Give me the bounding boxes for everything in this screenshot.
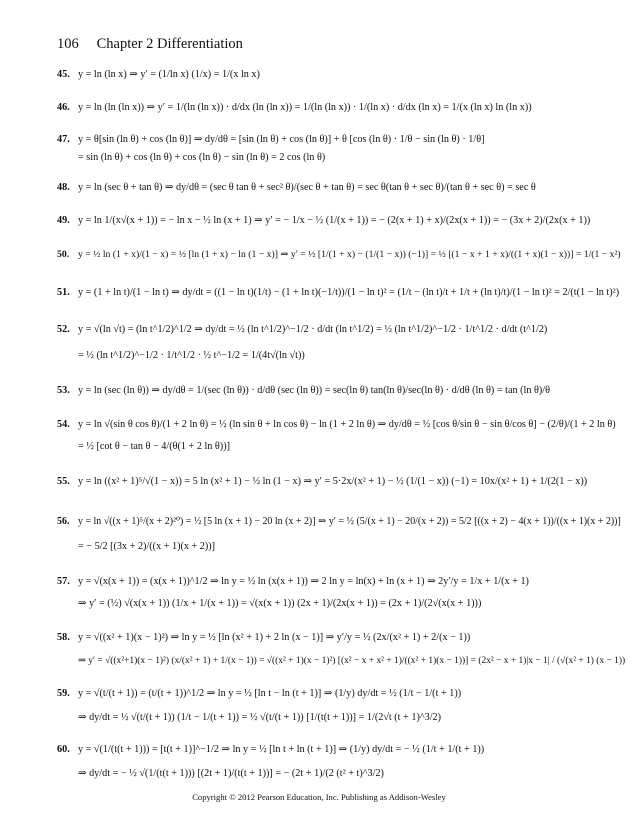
problem-number: 50. (57, 249, 70, 260)
problem-54 (57, 418, 630, 431)
problem-60 (57, 743, 630, 756)
problem-57-continuation: ⇒ y′ = (½) √(x(x + 1)) (1/x + 1/(x + 1)) = √(x(x + 1)) (2x + 1)/(2x(x + 1)) = (2x + 1)/(2√(x(x + 1))) (78, 598, 482, 609)
problem-number: 57. (57, 576, 70, 587)
problem-49 (57, 214, 630, 227)
problem-48 (57, 181, 630, 194)
problem-line: y = ln √(sin θ cos θ)/(1 + 2 ln θ) = ½ (ln sin θ + ln cos θ) − ln (1 + 2 ln θ) ⇒ dy/dθ = ½ [cos θ/sin θ − sin θ/cos θ] − (2/θ)/(1 + 2 ln θ) (78, 419, 616, 430)
problem-number: 47. (57, 134, 70, 145)
problem-56-continuation: = − 5/2 [(3x + 2)/((x + 1)(x + 2))] (78, 541, 216, 552)
problem-number: 54. (57, 419, 70, 430)
problem-47 (57, 133, 630, 146)
problem-number: 52. (57, 324, 70, 335)
problem-number: 48. (57, 182, 70, 193)
problem-line: y = √(1/(t(t + 1))) = [t(t + 1)]^−1/2 ⇒ ln y = ½ [ln t + ln (t + 1)] ⇒ (1/y) dy/dt = − ½ (1/t + 1/(t + 1)) (78, 744, 485, 755)
problem-line: y = ln (sec θ + tan θ) ⇒ dy/dθ = (sec θ tan θ + sec² θ)/(sec θ + tan θ) = sec θ(tan θ + sec θ)/(tan θ + sec θ) = sec θ (78, 182, 536, 193)
problem-line: y = ln (ln (ln x)) ⇒ y′ = 1/(ln (ln x)) · d/dx (ln (ln x)) = 1/(ln (ln x)) · 1/(ln x) · d/dx (ln x) = 1/(x (ln x) ln (ln x)) (78, 102, 532, 113)
problem-number: 53. (57, 385, 70, 396)
problem-51 (57, 286, 630, 299)
problem-59-continuation: ⇒ dy/dt = ½ √(t/(t + 1)) (1/t − 1/(t + 1)) = ½ √(t/(t + 1)) [1/(t(t + 1))] = 1/(2√t (t + 1)^3/2) (78, 712, 442, 723)
problem-52 (57, 323, 630, 336)
problem-number: 60. (57, 744, 70, 755)
problem-line: y = √(x(x + 1)) = (x(x + 1))^1/2 ⇒ ln y = ½ ln (x(x + 1)) ⇒ 2 ln y = ln(x) + ln (x + 1) ⇒ 2y′/y = 1/x + 1/(x + 1) (78, 576, 529, 587)
problem-56 (57, 515, 630, 528)
page-number: 106 (57, 36, 79, 52)
problem-45 (57, 68, 630, 81)
problem-54-continuation: = ½ [cot θ − tan θ − 4/(θ(1 + 2 ln θ))] (78, 441, 230, 452)
problem-55 (57, 475, 630, 488)
problem-number: 55. (57, 476, 70, 487)
problem-line: y = ln 1/(x√(x + 1)) = − ln x − ½ ln (x + 1) ⇒ y′ = − 1/x − ½ (1/(x + 1)) = − (2(x + 1) + x)/(2x(x + 1)) = − (3x + 2)/(2x(x + 1)) (78, 215, 591, 226)
problem-58 (57, 631, 630, 644)
problem-line: y = ½ ln (1 + x)/(1 − x) = ½ [ln (1 + x) − ln (1 − x)] ⇒ y′ = ½ [1/(1 + x) − (1/(1 − x)) (−1)] = ½ [(1 − x + 1 + x)/((1 + x)(1 − x))] = 1/(1 − x²) (78, 249, 621, 260)
problem-line: y = √((x² + 1)(x − 1)²) ⇒ ln y = ½ [ln (x² + 1) + 2 ln (x − 1)] ⇒ y′/y = ½ (2x/(x² + 1) + 2/(x − 1)) (78, 632, 471, 643)
copyright-footer: Copyright © 2012 Pearson Education, Inc. Publishing as Addison-Wesley (192, 792, 446, 802)
problem-number: 46. (57, 102, 70, 113)
problem-line: y = θ[sin (ln θ) + cos (ln θ)] ⇒ dy/dθ = [sin (ln θ) + cos (ln θ)] + θ [cos (ln θ) · 1/θ − sin (ln θ) · 1/θ] (78, 134, 485, 145)
problem-53 (57, 384, 630, 397)
problem-line: y = (1 + ln t)/(1 − ln t) ⇒ dy/dt = ((1 − ln t)(1/t) − (1 + ln t)(−1/t))/(1 − ln t)² = (1/t − (ln t)/t + 1/t + (ln t)/t)/(1 − ln t)² = 2/(t(1 − ln t)²) (78, 287, 620, 298)
problem-line: y = ln (sec (ln θ)) ⇒ dy/dθ = 1/(sec (ln θ)) · d/dθ (sec (ln θ)) = sec(ln θ) tan(ln θ)/sec(ln θ) · d/dθ (ln θ) = tan (ln θ)/θ (78, 385, 550, 396)
problem-line: y = ln (ln x) ⇒ y′ = (1/ln x) (1/x) = 1/(x ln x) (78, 69, 260, 80)
page-header (57, 36, 243, 53)
problem-number: 56. (57, 516, 70, 527)
problem-47-continuation: = sin (ln θ) + cos (ln θ) + cos (ln θ) − sin (ln θ) = 2 cos (ln θ) (78, 152, 326, 163)
problem-57 (57, 575, 630, 588)
chapter-title: Chapter 2 Differentiation (96, 36, 243, 52)
problem-line: y = ln ((x² + 1)⁵/√(1 − x)) = 5 ln (x² + 1) − ½ ln (1 − x) ⇒ y′ = 5·2x/(x² + 1) − ½ (1/(1 − x)) (−1) = 10x/(x² + 1) + 1/(2(1 − x)) (78, 476, 588, 487)
problem-50 (57, 248, 630, 261)
problem-number: 49. (57, 215, 70, 226)
problem-number: 59. (57, 688, 70, 699)
problem-52-continuation: = ½ (ln t^1/2)^−1/2 · 1/t^1/2 · ½ t^−1/2 = 1/(4t√(ln √t)) (78, 350, 305, 361)
problem-60-continuation: ⇒ dy/dt = − ½ √(1/(t(t + 1))) [(2t + 1)/(t(t + 1))] = − (2t + 1)/(2 (t² + t)^3/2) (78, 768, 384, 779)
problem-58-continuation: ⇒ y′ = √((x²+1)(x − 1)²) (x/(x² + 1) + 1/(x − 1)) = √((x² + 1)(x − 1)²) [(x² − x + x² + 1)/((x² + 1)(x − 1))] = (2x² − x + 1)|x − 1| / (√(x² + 1) (x − 1)) (78, 656, 626, 666)
problem-number: 51. (57, 287, 70, 298)
problem-59 (57, 687, 630, 700)
problem-number: 58. (57, 632, 70, 643)
problem-line: y = √(t/(t + 1)) = (t/(t + 1))^1/2 ⇒ ln y = ½ [ln t − ln (t + 1)] ⇒ (1/y) dy/dt = ½ (1/t − 1/(t + 1)) (78, 688, 462, 699)
problem-line: y = ln √((x + 1)⁵/(x + 2)²⁰) = ½ [5 ln (x + 1) − 20 ln (x + 2)] ⇒ y′ = ½ (5/(x + 1) − 20/(x + 2)) = 5/2 [((x + 2) − 4(x + 1))/((x + 1)(x + 2))] (78, 516, 621, 527)
problem-46 (57, 101, 630, 114)
problem-line: y = √(ln √t) = (ln t^1/2)^1/2 ⇒ dy/dt = ½ (ln t^1/2)^−1/2 · d/dt (ln t^1/2) = ½ (ln t^1/2)^−1/2 · 1/t^1/2 · d/dt (t^1/2) (78, 324, 548, 335)
problem-number: 45. (57, 69, 70, 80)
